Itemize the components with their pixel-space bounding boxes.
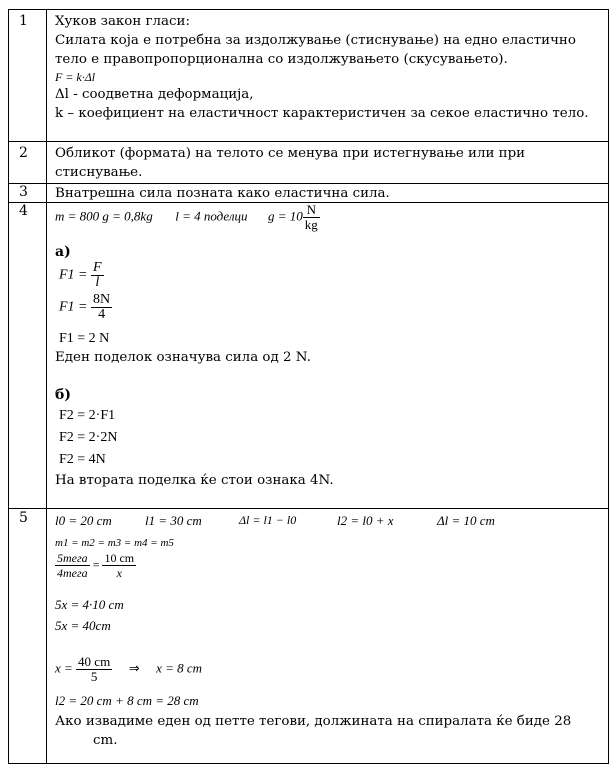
given-delta-l-value: Δl = 10 cm bbox=[437, 513, 495, 528]
text-line: Хуков закон гласи: bbox=[55, 14, 190, 29]
answers-table bbox=[8, 9, 609, 764]
row-number: 1 bbox=[9, 10, 47, 141]
text-line: стиснување. bbox=[55, 165, 143, 180]
ratio-equation: $\frac{\text{5тега}}{\text{4тега}}$ = $\frac{10 cm}{x}$ bbox=[57, 551, 135, 580]
part-a-conclusion: Еден поделок означува сила од 2 N. bbox=[55, 350, 311, 365]
part-b-eq3: F2 = 4N bbox=[59, 452, 106, 467]
given-delta-l-formula: Δl = l1 − l0 bbox=[239, 513, 297, 527]
text-line: Силата која е потребна за издолжување (стиснување) на едно еластично bbox=[55, 33, 576, 48]
eq-5x-1: 5x = 4·10 cm bbox=[55, 597, 124, 612]
given-l1: l1 = 30 cm bbox=[145, 513, 202, 528]
part-a-label: а) bbox=[55, 244, 71, 260]
text-line: тело е правопропорционална со издолжувањето (скусувањето). bbox=[55, 52, 508, 67]
table-row-4 bbox=[9, 203, 608, 509]
text-line: Обликот (формата) на телото се менува при истегнување или при bbox=[55, 146, 526, 161]
row-content bbox=[47, 509, 608, 763]
conclusion-line-1: Ако извадиме еден од петте тегови, должината на спиралата ќе биде 28 bbox=[55, 714, 572, 729]
table-row-1 bbox=[9, 10, 608, 142]
row-number: 2 bbox=[9, 142, 47, 183]
given-values: m = 800 g = 0,8kg l = 4 поделци g = 10 $\frac{N}{kg}$ bbox=[55, 202, 318, 232]
row-content bbox=[47, 142, 608, 183]
row-number: 3 bbox=[9, 184, 47, 202]
row-number: 5 bbox=[9, 509, 47, 763]
eq-5x-2: 5x = 40cm bbox=[55, 618, 111, 633]
table-row-2 bbox=[9, 142, 608, 184]
row-number: 4 bbox=[9, 203, 47, 508]
conclusion-line-2: cm. bbox=[93, 733, 118, 748]
part-b-label: б) bbox=[55, 387, 71, 403]
x-equation: x = $\frac{40 cm}{5}$ ⇒ x = 8 cm bbox=[55, 654, 203, 684]
part-b-eq2: F2 = 2·2N bbox=[59, 430, 118, 445]
text-line: Внатрешна сила позната како еластична сила. bbox=[55, 186, 390, 201]
given-l2-formula: l2 = l0 + x bbox=[337, 513, 394, 528]
masses-equal: m1 = m2 = m3 = m4 = m5 bbox=[55, 537, 174, 549]
given-l0: l0 = 20 cm bbox=[55, 513, 112, 528]
part-a-eq3: F1 = 2 N bbox=[59, 331, 110, 346]
row-content bbox=[47, 203, 608, 508]
text-line: Δl - соодветна деформација, bbox=[55, 87, 254, 102]
part-b-eq1: F2 = 2·F1 bbox=[59, 408, 116, 423]
hooke-formula: F = k·Δl bbox=[55, 70, 96, 84]
table-row-5 bbox=[9, 509, 608, 763]
l2-result: l2 = 20 cm + 8 cm = 28 cm bbox=[55, 693, 199, 708]
part-a-eq1: F1 = $\frac{F}{l}$ bbox=[59, 260, 102, 290]
row-content bbox=[47, 10, 608, 141]
part-a-eq2: F1 = $\frac{8N}{4}$ bbox=[59, 292, 111, 322]
part-b-conclusion: На втората поделка ќе стои ознака 4N. bbox=[55, 473, 334, 488]
table-row-3 bbox=[9, 184, 608, 203]
row-content bbox=[47, 184, 608, 202]
text-line: k – коефициент на еластичност карактеристичен за секое еластично тело. bbox=[55, 106, 589, 121]
